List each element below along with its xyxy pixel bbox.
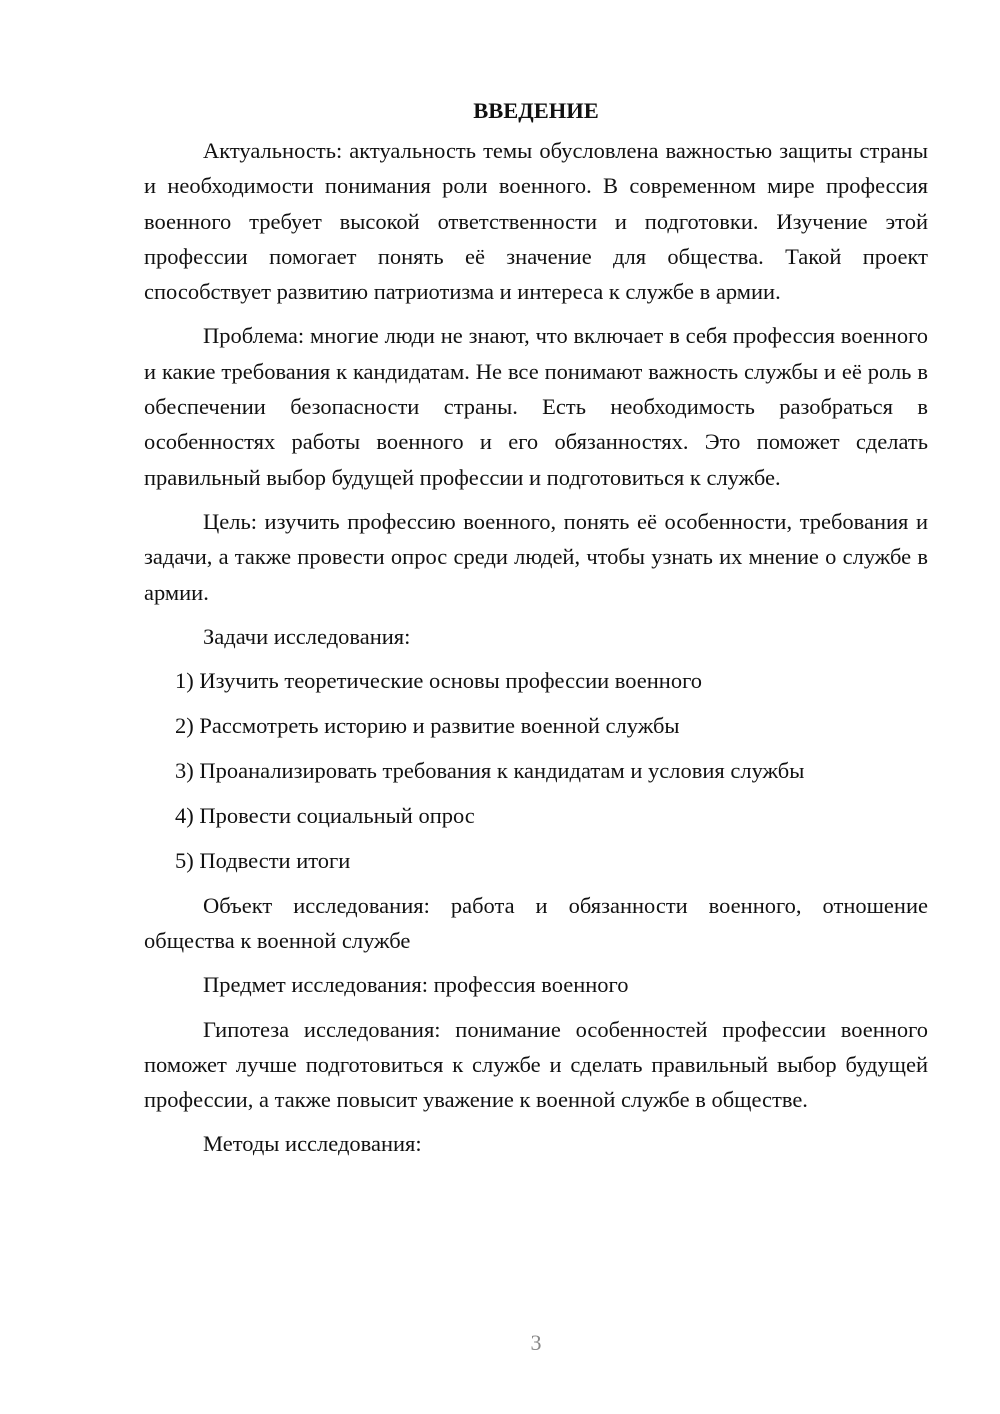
document-body <box>144 93 928 1171</box>
list-item: 4) Провести социальный опрос <box>175 802 475 828</box>
hypothesis-paragraph: Гипотеза исследования: понимание особенностей профессии военного поможет лучше подготовиться к службе и сделать правильный выбор будущей профессии, а также повысит уважение к военной службе в обществе. <box>144 1016 928 1113</box>
problem-paragraph: Проблема: многие люди не знают, что включает в себя профессия военного и какие требования к кандидатам. Не все понимают важность службы и её роль в обеспечении безопасности страны. Есть необходимость разобраться в особенностях работы военного и его обязанностях. Это поможет сделать правильный выбор будущей профессии и подготовиться к службе. <box>144 323 928 490</box>
relevance-paragraph: Актуальность: актуальность темы обусловлена важностью защиты страны и необходимости понимания роли военного. В современном мире профессия военного требует высокой ответственности и подготовки. Изучение этой профессии помогает понять её значение для общества. Такой проект способствует развитию патриотизма и интереса к службе в армии. <box>144 138 928 305</box>
list-item: 1) Изучить теоретические основы профессии военного <box>175 668 703 694</box>
object-paragraph: Объект исследования: работа и обязанности военного, отношение общества к военной службе <box>144 892 928 953</box>
list-item: 2) Рассмотреть историю и развитие военной службы <box>175 713 680 739</box>
list-item: 3) Проанализировать требования к кандидатам и условия службы <box>175 757 805 783</box>
methods-heading: Методы исследования: <box>203 1131 422 1157</box>
tasks-heading: Задачи исследования: <box>203 623 411 649</box>
section-title: ВВЕДЕНИЕ <box>473 98 599 123</box>
tasks-list <box>144 663 928 878</box>
goal-paragraph: Цель: изучить профессию военного, понять её особенности, требования и задачи, а также провести опрос среди людей, чтобы узнать их мнение о службе в армии. <box>144 508 928 605</box>
subject-paragraph: Предмет исследования: профессия военного <box>203 972 629 998</box>
list-item: 5) Подвести итоги <box>175 847 351 873</box>
page-number: 3 <box>530 1330 542 1355</box>
